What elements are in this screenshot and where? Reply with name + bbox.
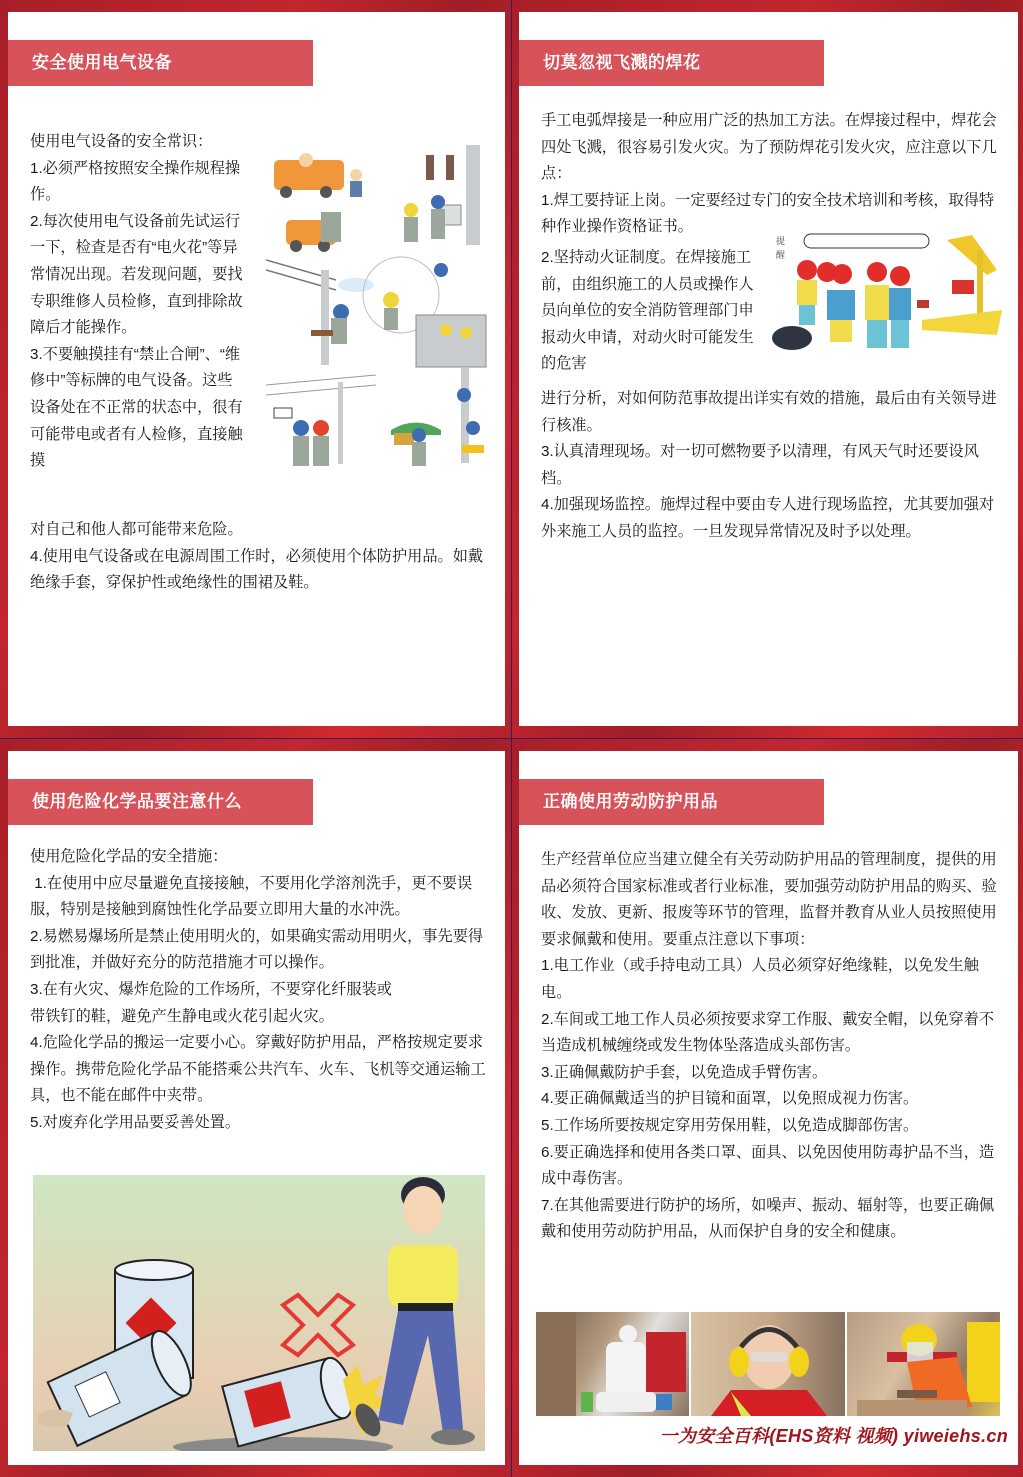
list-item: 1.电工作业（或手持电动工具）人员必须穿好绝缘鞋，以免发生触电。 <box>541 957 979 1001</box>
panel-title: 正确使用劳动防护用品 <box>519 779 824 825</box>
panel-title: 安全使用电气设备 <box>8 40 313 86</box>
ppe-photo-strip <box>536 1312 1000 1416</box>
panel-welding <box>519 12 1018 726</box>
panel-electrical <box>8 12 505 726</box>
list-item: 4.使用电气设备或在电源周围工作时，必须使用个体防护用品。如戴绝缘手套，穿保护性或绝缘性的围裙及鞋。 <box>30 547 484 592</box>
list-item: 4.危险化学品的搬运一定要小心。穿戴好防护用品，严格按规定要求操作。携带危险化学品不能搭乘公共汽车、火车、飞机等交通运输工具，也不能在邮件中夹带。 <box>30 1034 486 1105</box>
panel-ppe-frame <box>512 739 1023 1477</box>
list-item: 2.坚持动火证制度。在焊接施工前，由组织施工的人员或操作人员向单位的安全消防管理部门申报动火申请，对动火时可能发生的危害 <box>541 249 754 373</box>
hazmat-suit-worker-photo <box>536 1312 689 1416</box>
list-item: 4.加强现场监控。施焊过程中要由专人进行现场监控，尤其要加强对外来施工人员的监控。一旦发现异常情况及时予以处理。 <box>541 496 995 540</box>
panel-body-wide <box>30 517 490 597</box>
intro-text: 手工电弧焊接是一种应用广泛的热加工方法。在焊接过程中，焊花会四处飞溅，很容易引发火灾。为了预防焊花引发火灾，应注意以下几点： <box>541 112 997 183</box>
brand-watermark: 一为安全百科(EHS资料 视频) yiweiehs.cn <box>659 1426 1008 1446</box>
face-shield-grinder-worker-photo <box>847 1312 1000 1416</box>
list-item: 2.每次使用电气设备前先试运行一下，检查是否有“电火花”等异常情况出现。若发现问题，要找专职维修人员检修，直到排除故障后才能操作。 <box>30 212 243 337</box>
list-item: 3.在有火灾、爆炸危险的工作场所，不要穿化纤服装或 <box>30 980 392 998</box>
list-item: 2.易燃易爆场所是禁止使用明火的，如果确实需动用明火，事先要得到批准，并做好充分的防范措施才可以操作。 <box>30 927 484 972</box>
list-item: 5.工作场所要按规定穿用劳保用鞋，以免造成脚部伤害。 <box>541 1116 919 1134</box>
list-item: 4.要正确佩戴适当的护目镜和面罩，以免照成视力伤害。 <box>541 1090 919 1108</box>
panel-body <box>541 847 1006 1246</box>
panel-title: 使用危险化学品要注意什么 <box>8 779 313 825</box>
panel-body-bottom <box>541 386 1006 546</box>
list-item: 2.车间或工地工作人员必须按要求穿工作服、戴安全帽，以免穿着不当造成机械缠绕或发生物体坠落造成头部伤害。 <box>541 1010 995 1055</box>
panel-ppe <box>519 751 1018 1465</box>
list-item: 6.要正确选择和使用各类口罩、面具、以免因使用防毒护品不当，造成中毒伤害。 <box>541 1143 995 1188</box>
intro-text: 使用危险化学品的安全措施： <box>30 848 228 865</box>
electrical-safety-illustration <box>266 130 491 475</box>
list-item: 7.在其他需要进行防护的场所，如噪声、振动、辐射等，也要正确佩戴和使用劳动防护用品，从而保护自身的安全和健康。 <box>541 1196 995 1241</box>
list-item: 1.在使用中应尽量避免直接接触，不要用化学溶剂洗手，更不要误服，特别是接触到腐蚀性化学品要立即用大量的水冲洗。 <box>30 874 473 919</box>
panel-chemicals-frame <box>0 739 511 1477</box>
chemical-barrels-illustration <box>33 1175 485 1451</box>
list-item: 3.正确佩戴防护手套，以免造成手臂伤害。 <box>541 1063 828 1081</box>
list-item: 3.不要触摸挂有“禁止合闸”、“维修中”等标牌的电气设备。这些设备处在不正常的状态中，很有可能带电或者有人检修，直接触摸 <box>30 345 243 470</box>
intro-text: 生产经营单位应当建立健全有关劳动防护用品的管理制度，提供的用品必须符合国家标准或者行业标准，要加强劳动防护用品的购买、验收、发放、更新、报废等环节的管理，监督并教育从业人员按照使用要求佩戴和使用。要重点注意以下事项： <box>541 851 997 948</box>
panel-welding-frame <box>512 0 1023 738</box>
welding-workers-illustration <box>772 230 1004 355</box>
ear-muffs-worker-photo <box>691 1312 844 1416</box>
svg-text:醒: 醒 <box>776 251 786 261</box>
list-item: 进行分析，对如何防范事故提出详实有效的措施，最后由有关领导进行核准。 <box>541 390 997 434</box>
panel-title: 切莫忽视飞溅的焊花 <box>519 40 824 86</box>
svg-text:提: 提 <box>776 237 786 247</box>
horizontal-divider <box>0 738 1023 739</box>
panel-electrical-frame <box>0 0 511 738</box>
list-item: 5.对废弃化学用品要妥善处置。 <box>30 1113 241 1131</box>
list-item: 3.认真清理现场。对一切可燃物要予以清理，有风天气时还要设风档。 <box>541 443 979 487</box>
panel-body-top <box>541 108 1006 241</box>
panel-body-narrow <box>541 245 761 378</box>
list-item: 1.必须严格按照安全操作规程操作。 <box>30 159 241 204</box>
list-item: 带铁钉的鞋，避免产生静电或火花引起火灾。 <box>30 1007 334 1025</box>
list-item: 对自己和他人都可能带来危险。 <box>30 521 243 538</box>
panel-body-narrow <box>30 129 245 475</box>
panel-body <box>30 844 495 1137</box>
list-item: 1.焊工要持证上岗。一定要经过专门的安全技术培训和考核，取得特种作业操作资格证书。 <box>541 191 995 236</box>
intro-text: 使用电气设备的安全常识： <box>30 133 213 150</box>
panel-chemicals <box>8 751 505 1465</box>
